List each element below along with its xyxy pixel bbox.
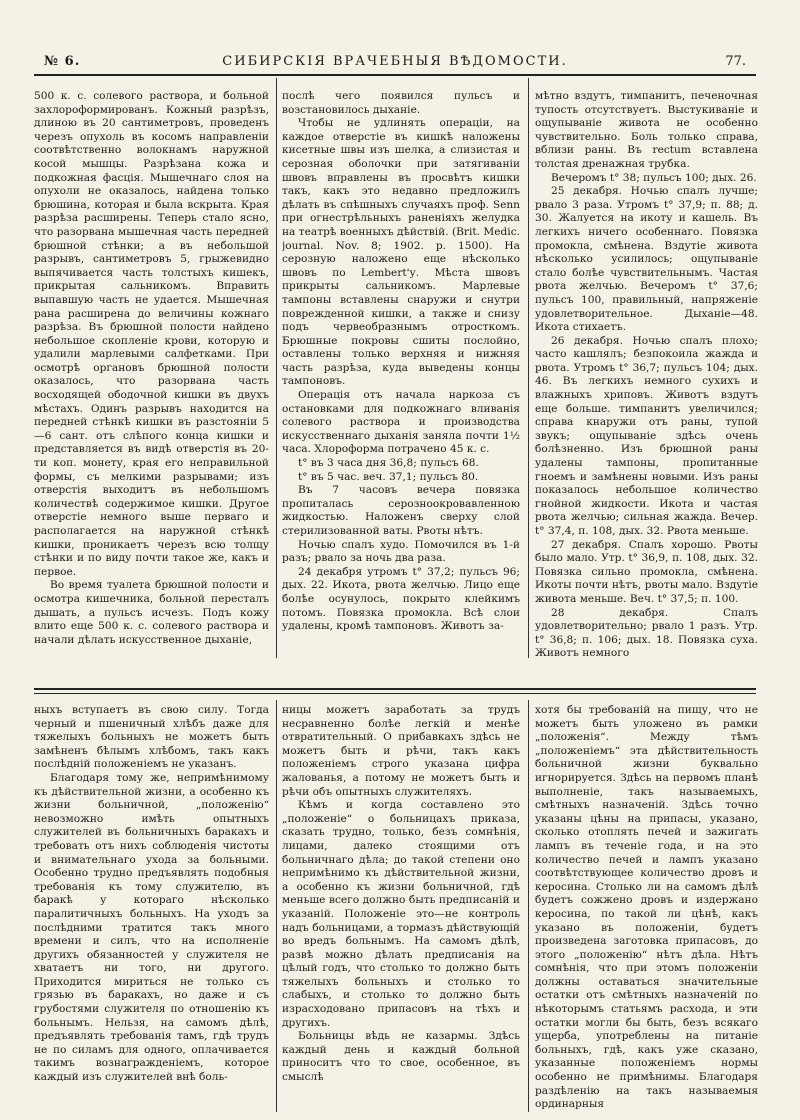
bottom-column-2 xyxy=(282,704,520,1112)
paragraph: Кѣмъ и когда составлено это „положеніе“ о больницахъ приказа, сказать трудно, только, безъ сомнѣнія, лицами, далеко стоящими отъ больничнаго дѣла; до такой степени оно непримѣнимо къ дѣйствительной жизни, а особенно къ жизни больничной, гдѣ меньше всего должно быть предписаній и указаній. Положеніе это—не контроль надъ больницами, а тормазъ дѣйствующій во вредъ больнымъ. На самомъ дѣлѣ, развѣ можно дѣлать предписанія на цѣлый годъ, что столько то должно быть тяжелыхъ больныхъ и столько то слабыхъ, и столько то должно быть израсходовано припасовъ на тѣхъ и другихъ. xyxy=(282,799,520,1029)
section-divider xyxy=(34,693,756,694)
paragraph: ныхъ вступаетъ въ свою силу. Тогда черный и пшеничный хлѣбъ даже для тяжелыхъ больныхъ не можетъ быть замѣненъ бѣлымъ хлѣбомъ, такъ какъ послѣдній положеніемъ не указанъ. xyxy=(34,704,269,771)
paragraph: 27 декабря. Спалъ хорошо. Рвоты было мало. Утр. t° 36,9, п. 108, дых. 32. Повязка сильно промокла, смѣнена. Икоты почти нѣтъ, рвоты мало. Вздутіе живота меньше. Веч. t° 37,5; п. 100. xyxy=(535,538,758,605)
paragraph: Чтобы не удлинять операціи, на каждое отверстіе въ кишкѣ наложены кисетные швы изъ шелка, а слизистая и серозная оболочки при затягиваніи швовъ вправлены въ просвѣтъ кишки такъ, какъ это недавно предложилъ дѣлать въ спѣшныхъ случаяхъ проф. Senn при огнестрѣльныхъ раненіяхъ желудка на театрѣ военныхъ дѣйствій. (Brit. Medic. journal. Nov. 8; 1902. p. 1500). На серозную наложено еще нѣсколько швовъ по Lembert'у. Мѣста швовъ прикрыты сальникомъ. Марлевые тампоны вставлены снаружи и снутри поврежденной кишки, а также и снизу подъ червеобразнымъ отросткомъ. Брюшные покровы сшиты послойно, оставлены только верхняя и нижняя часть разрѣза, куда выведены концы тампоновъ. xyxy=(282,117,520,388)
paragraph: Вечеромъ t° 38; пульсъ 100; дых. 26. xyxy=(551,171,757,184)
column-divider xyxy=(528,78,529,658)
bottom-column-1 xyxy=(34,704,269,1112)
paragraph: 28 декабря. Спалъ удовлетворительно; рвало 1 разъ. Утр. t° 36,8; п. 106; дых. 18. Повязка суха. Животъ немного xyxy=(535,606,758,658)
top-column-3 xyxy=(535,90,758,658)
paragraph: хотя бы требованій на пищу, что не можетъ быть уложено въ рамки „положенія“. Между тѣмъ „положеніемъ“ эта дѣйствительность больничной жизни буквально игнорируется. Здѣсь на первомъ планѣ выполненіе, такъ называемыхъ, смѣтныхъ назначеній. Здѣсь точно указаны цѣны на припасы, указано, сколько отоплять печей и зажигать лампъ въ теченіе года, и на это количество печей и лампъ указано соотвѣтствующее количество дровъ и керосина. Столько ли на самомъ дѣлѣ будетъ сожжено дровъ и издержано керосина, по такой ли цѣнѣ, какъ указано въ положеніи, будетъ произведена заготовка припасовъ, до этого „положенію“ нѣтъ дѣла. Нѣтъ сомнѣнія, что при этомъ положеніи должны оставаться значительные остатки отъ смѣтныхъ назначеній по нѣкоторымъ статьямъ расхода, и эти остатки могли бы быть, безъ всякаго ущерба, употреблены на питаніе больныхъ, гдѣ, какъ уже сказано, указанные положеніемъ нормы особенно не примѣнимы. Благодаря раздѣленію на такъ называемыя ординарныя xyxy=(535,704,758,1111)
top-column-2 xyxy=(282,90,520,658)
paragraph: 24 декабря утромъ t° 37,2; пульсъ 96; дых. 22. Икота, рвота желчью. Лицо еще болѣе осунулось, покрыто клейкимъ потомъ. Повязка промокла. Всѣ слои удалены, кромѣ тампоновъ. Животъ за- xyxy=(282,565,520,633)
paragraph: 25 декабря. Ночью спалъ лучше; рвало 3 раза. Утромъ t° 37,9; п. 88; д. 30. Жалуется на икоту и кашель. Въ легкихъ ничего особеннаго. Повязка промокла, смѣнена. Вздутіе живота нѣсколько усилилось; ощупываніе стало болѣе чувствительнымъ. Частая рвота желчью. Вечеромъ t° 37,6; пульсъ 100, правильный, напряженіе удовлетворительное. Дыханіе—48. Икота стихаетъ. xyxy=(535,185,758,334)
bottom-column-3 xyxy=(535,704,758,1112)
paragraph: Въ 7 часовъ вечера повязка пропиталась серозноокровавленною жидкостью. Наложенъ сверху слой стерилизованной ваты. Рвоты нѣтъ. xyxy=(282,484,520,537)
top-column-1 xyxy=(34,90,269,658)
paragraph: послѣ чего появился пульсъ и возстановилось дыханіе. xyxy=(282,90,520,116)
section-divider xyxy=(34,688,756,690)
column-divider xyxy=(276,700,277,1112)
paragraph: 26 декабря. Ночью спалъ плохо; часто кашлялъ; безпокоила жажда и рвота. Утромъ t° 36,7; пульсъ 104; дых. 46. Въ легкихъ немного сухихъ и влажныхъ хриповъ. Животъ вздутъ еще больше. тимпанитъ увеличился; справа кнаружи отъ раны, тупой звукъ; ощупываніе здѣсь очень болѣзненно. Изъ брюшной раны удалены тампоны, пропитанные гноемъ и замѣнены новыми. Изъ раны показалось небольшое количество гнойной жидкости. Икота и частая рвота желчью; сильная жажда. Вечер. t° 37,4, п. 108, дых. 32. Рвота меньше. xyxy=(535,334,758,537)
column-divider xyxy=(276,78,277,658)
page-header xyxy=(34,52,756,76)
paragraph: 500 к. с. солевого раствора, и больной захлороформированъ. Кожный разрѣзъ, длиною въ 20 сантиметровъ, проведенъ черезъ опухоль въ косомъ направленіи соотвѣтственно волокнамъ наружной косой мышцы. Разрѣзана кожа и подкожная фасція. Мышечнаго слоя на опухоли не оказалось, найдена только брюшина, которая и была вскрыта. Края разрѣза расширены. Теперь стало ясно, что разорвана мышечная часть передней брюшной стѣнки; а въ небольшой разрывъ, сантиметровъ 5, грыжевидно выпячивается часть толстыхъ кишекъ, прикрытая сальникомъ. Вправить выпавшую часть не удается. Мышечная рана расширена до величины кожнаго разрѣза. Въ брюшной полости найдено небольшое скопленіе крови, которую и удалили марлевыми салфетками. При осмотрѣ органовъ брюшной полости оказалось, что разорвана часть восходящей ободочной кишки въ двухъ мѣстахъ. Одинъ разрывъ находится на передней стѣнкѣ кишки въ разстояніи 5—6 сант. отъ слѣпого конца кишки и представляется въ видѣ отверстія въ 20-ти коп. монету, края его неправильной формы, съ мелкими разрывами; изъ отверстія выходитъ въ небольшомъ количествѣ содержимое кишки. Другое отверстіе немного выше перваго и располагается на наружной стѣнкѣ кишки, проникаетъ черезъ всю толщу стѣнки и по виду почти такое же, какъ и первое. xyxy=(34,90,269,578)
page-number: 77. xyxy=(725,54,746,69)
paragraph: Ночью спалъ худо. Помочился въ 1-й разъ; рвало за ночь два раза. xyxy=(282,538,520,565)
paragraph: Благодаря тому же, непримѣнимому къ дѣйствительной жизни, а особенно къ жизни больничной, „положенію“ невозможно имѣть опытныхъ служителей въ больничныхъ баракахъ и требовать отъ нихъ соблюденія чистоты и внимательнаго ухода за больными. Особенно трудно предъявлять подобныя требованія къ тому служителю, въ баракѣ у котораго нѣсколько паралитичныхъ больныхъ. На уходъ за послѣдними тратится такъ много времени и силъ, что на исполненіе другихъ обязанностей у служителя не хватаетъ ни того, ни другого. Приходится мириться не только съ грязью въ баракахъ, но даже и съ грубостями служителя по отношенію къ больнымъ. Нельзя, на самомъ дѣлѣ, предъявлять требованія тамъ, гдѣ трудъ не по силамъ для одного, оплачивается такимъ вознагражденіемъ, которое каждый изъ служителей внѣ боль- xyxy=(34,771,269,1084)
paragraph: ницы можетъ заработать за трудъ несравненно болѣе легкій и менѣе отвратительный. О прибавкахъ здѣсь не можетъ быть и рѣчи, такъ какъ положеніемъ строго указана цифра жалованья, а потому не можетъ быть и рѣчи объ опытныхъ служителяхъ. xyxy=(282,704,520,798)
journal-title: СИБИРСКІЯ ВРАЧЕБНЫЯ ВѢДОМОСТИ. xyxy=(222,54,568,69)
paragraph: Операція отъ начала наркоза съ остановками для подкожнаго вливанія солевого раствора и производства искусственнаго дыханія заняла почти 1½ часа. Хлороформа потрачено 45 к. с. xyxy=(282,389,520,456)
paragraph: мѣтно вздутъ, тимпанитъ, печеночная тупость отсутствуетъ. Выстукиваніе и ощупываніе живота не особенно чувствительно. Боль только справа, вблизи раны. Въ rectum вставлена толстая дренажная трубка. xyxy=(535,90,758,170)
paragraph: Больницы вѣдь не казармы. Здѣсь каждый день и каждый больной приноситъ что то свое, особенное, въ смыслѣ xyxy=(282,1030,520,1084)
paragraph: Во время туалета брюшной полости и осмотра кишечника, больной переcталъ дышать, а пульсъ исчезъ. Подъ кожу влито еще 500 к. с. солевого раствора и начали дѣлать искусственное дыханіе, xyxy=(34,579,269,646)
issue-number: № 6. xyxy=(44,54,81,69)
paragraph: t° въ 5 час. веч. 37,1; пульсъ 80. xyxy=(298,470,479,483)
column-divider xyxy=(528,700,529,1112)
paragraph: t° въ 3 часа дня 36,8; пульсъ 68. xyxy=(298,457,479,470)
